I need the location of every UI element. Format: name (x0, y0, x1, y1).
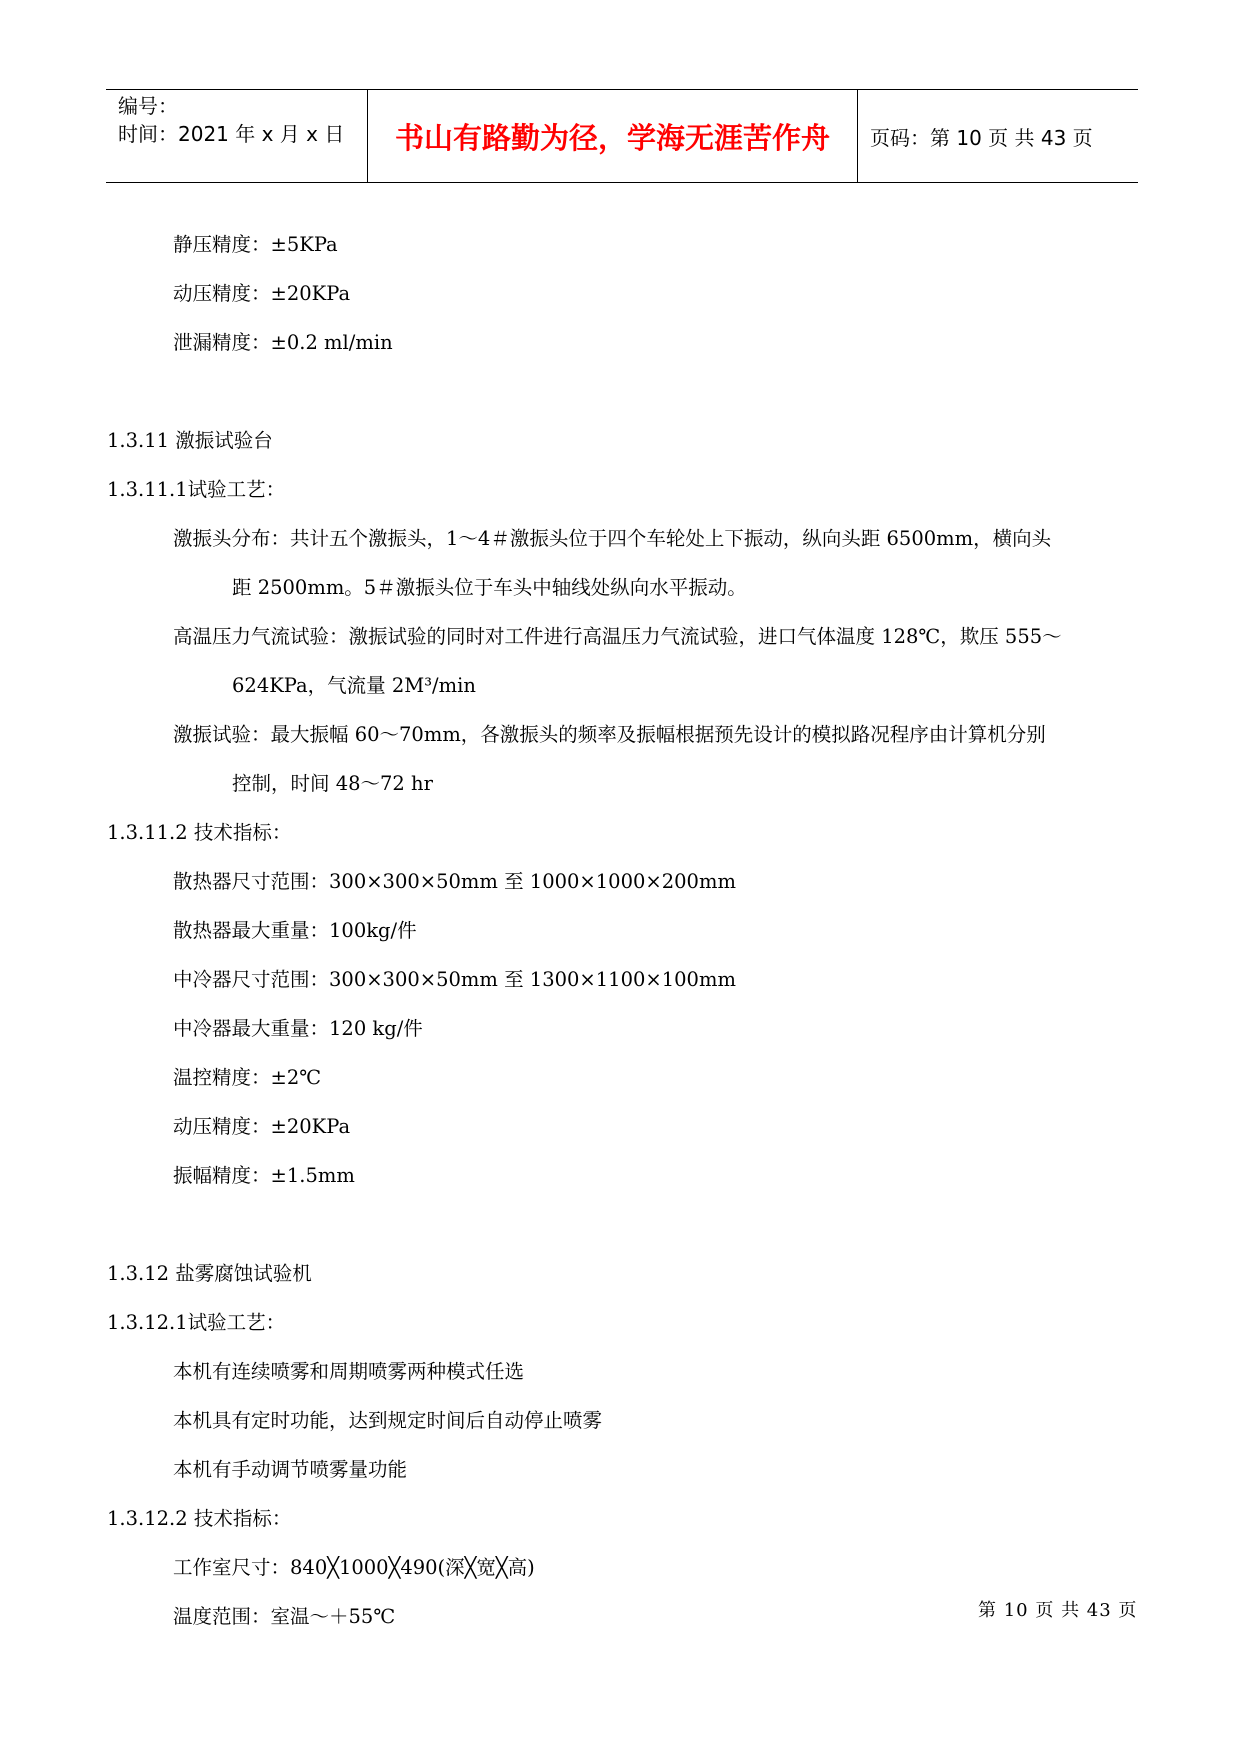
spec-item: 中冷器最大重量：120 kg/件 (173, 1017, 423, 1040)
header-page-code: 页码：第 10 页 共 43 页 (870, 125, 1093, 150)
paragraph-line: 距 2500mm。5＃激振头位于车头中轴线处纵向水平振动。 (232, 576, 747, 599)
spec-item: 散热器最大重量：100kg/件 (173, 919, 417, 942)
spec-item: 动压精度：±20KPa (173, 1115, 351, 1138)
paragraph-vibration-test (107, 710, 1137, 808)
process-item: 本机具有定时功能，达到规定时间后自动停止喷雾 (173, 1409, 603, 1432)
spec-leakage: 泄漏精度：±0.2 ml/min (173, 331, 393, 354)
subsection-heading: 1.3.11.1试验工艺： (107, 478, 286, 501)
spec-item: 散热器尺寸范围：300×300×50mm 至 1000×1000×200mm (173, 870, 736, 893)
spec-item: 温度范围：室温～＋55℃ (173, 1605, 396, 1628)
header-meta (106, 90, 368, 182)
section-heading: 1.3.12 盐雾腐蚀试验机 (107, 1262, 312, 1285)
spec-static-pressure: 静压精度：±5KPa (173, 233, 338, 256)
paragraph-line: 控制，时间 48～72 hr (232, 772, 433, 795)
paragraph-line: 激振头分布：共计五个激振头，1～4＃激振头位于四个车轮处上下振动，纵向头距 6500mm，横向头 (173, 527, 1052, 550)
subsection-heading: 1.3.11.2 技术指标： (107, 821, 292, 844)
header-motto: 书山有路勤为径，学海无涯苦作舟 (368, 90, 858, 182)
paragraph-line: 高温压力气流试验：激振试验的同时对工件进行高温压力气流试验，进口气体温度 128℃，欺压 555～ (173, 625, 1062, 648)
paragraph-line: 激振试验：最大振幅 60～70mm，各激振头的频率及振幅根据预先设计的模拟路况程序由计算机分别 (173, 723, 1046, 746)
page-footer: 第 10 页 共 43 页 (978, 1600, 1138, 1621)
subsection-heading: 1.3.12.2 技术指标： (107, 1507, 292, 1530)
document-body (107, 220, 1137, 1641)
document-number-label: 编号： (118, 94, 178, 118)
spec-item: 工作室尺寸：840╳1000╳490(深╳宽╳高) (173, 1556, 535, 1579)
process-item: 本机有手动调节喷雾量功能 (173, 1458, 408, 1481)
process-item: 本机有连续喷雾和周期喷雾两种模式任选 (173, 1360, 525, 1383)
paragraph-vibrator-layout (107, 514, 1137, 612)
section-heading: 1.3.11 激振试验台 (107, 429, 273, 452)
subsection-heading: 1.3.12.1试验工艺： (107, 1311, 286, 1334)
spec-item: 温控精度：±2℃ (173, 1066, 322, 1089)
spec-item: 振幅精度：±1.5mm (173, 1164, 355, 1187)
spec-item: 中冷器尺寸范围：300×300×50mm 至 1300×1100×100mm (173, 968, 736, 991)
paragraph-line: 624KPa，气流量 2M³/min (232, 674, 476, 697)
spec-dynamic-pressure: 动压精度：±20KPa (173, 282, 351, 305)
document-time-label: 时间：2021 年 x 月 x 日 (118, 122, 345, 146)
page-header (106, 89, 1138, 183)
paragraph-airflow-test (107, 612, 1137, 710)
